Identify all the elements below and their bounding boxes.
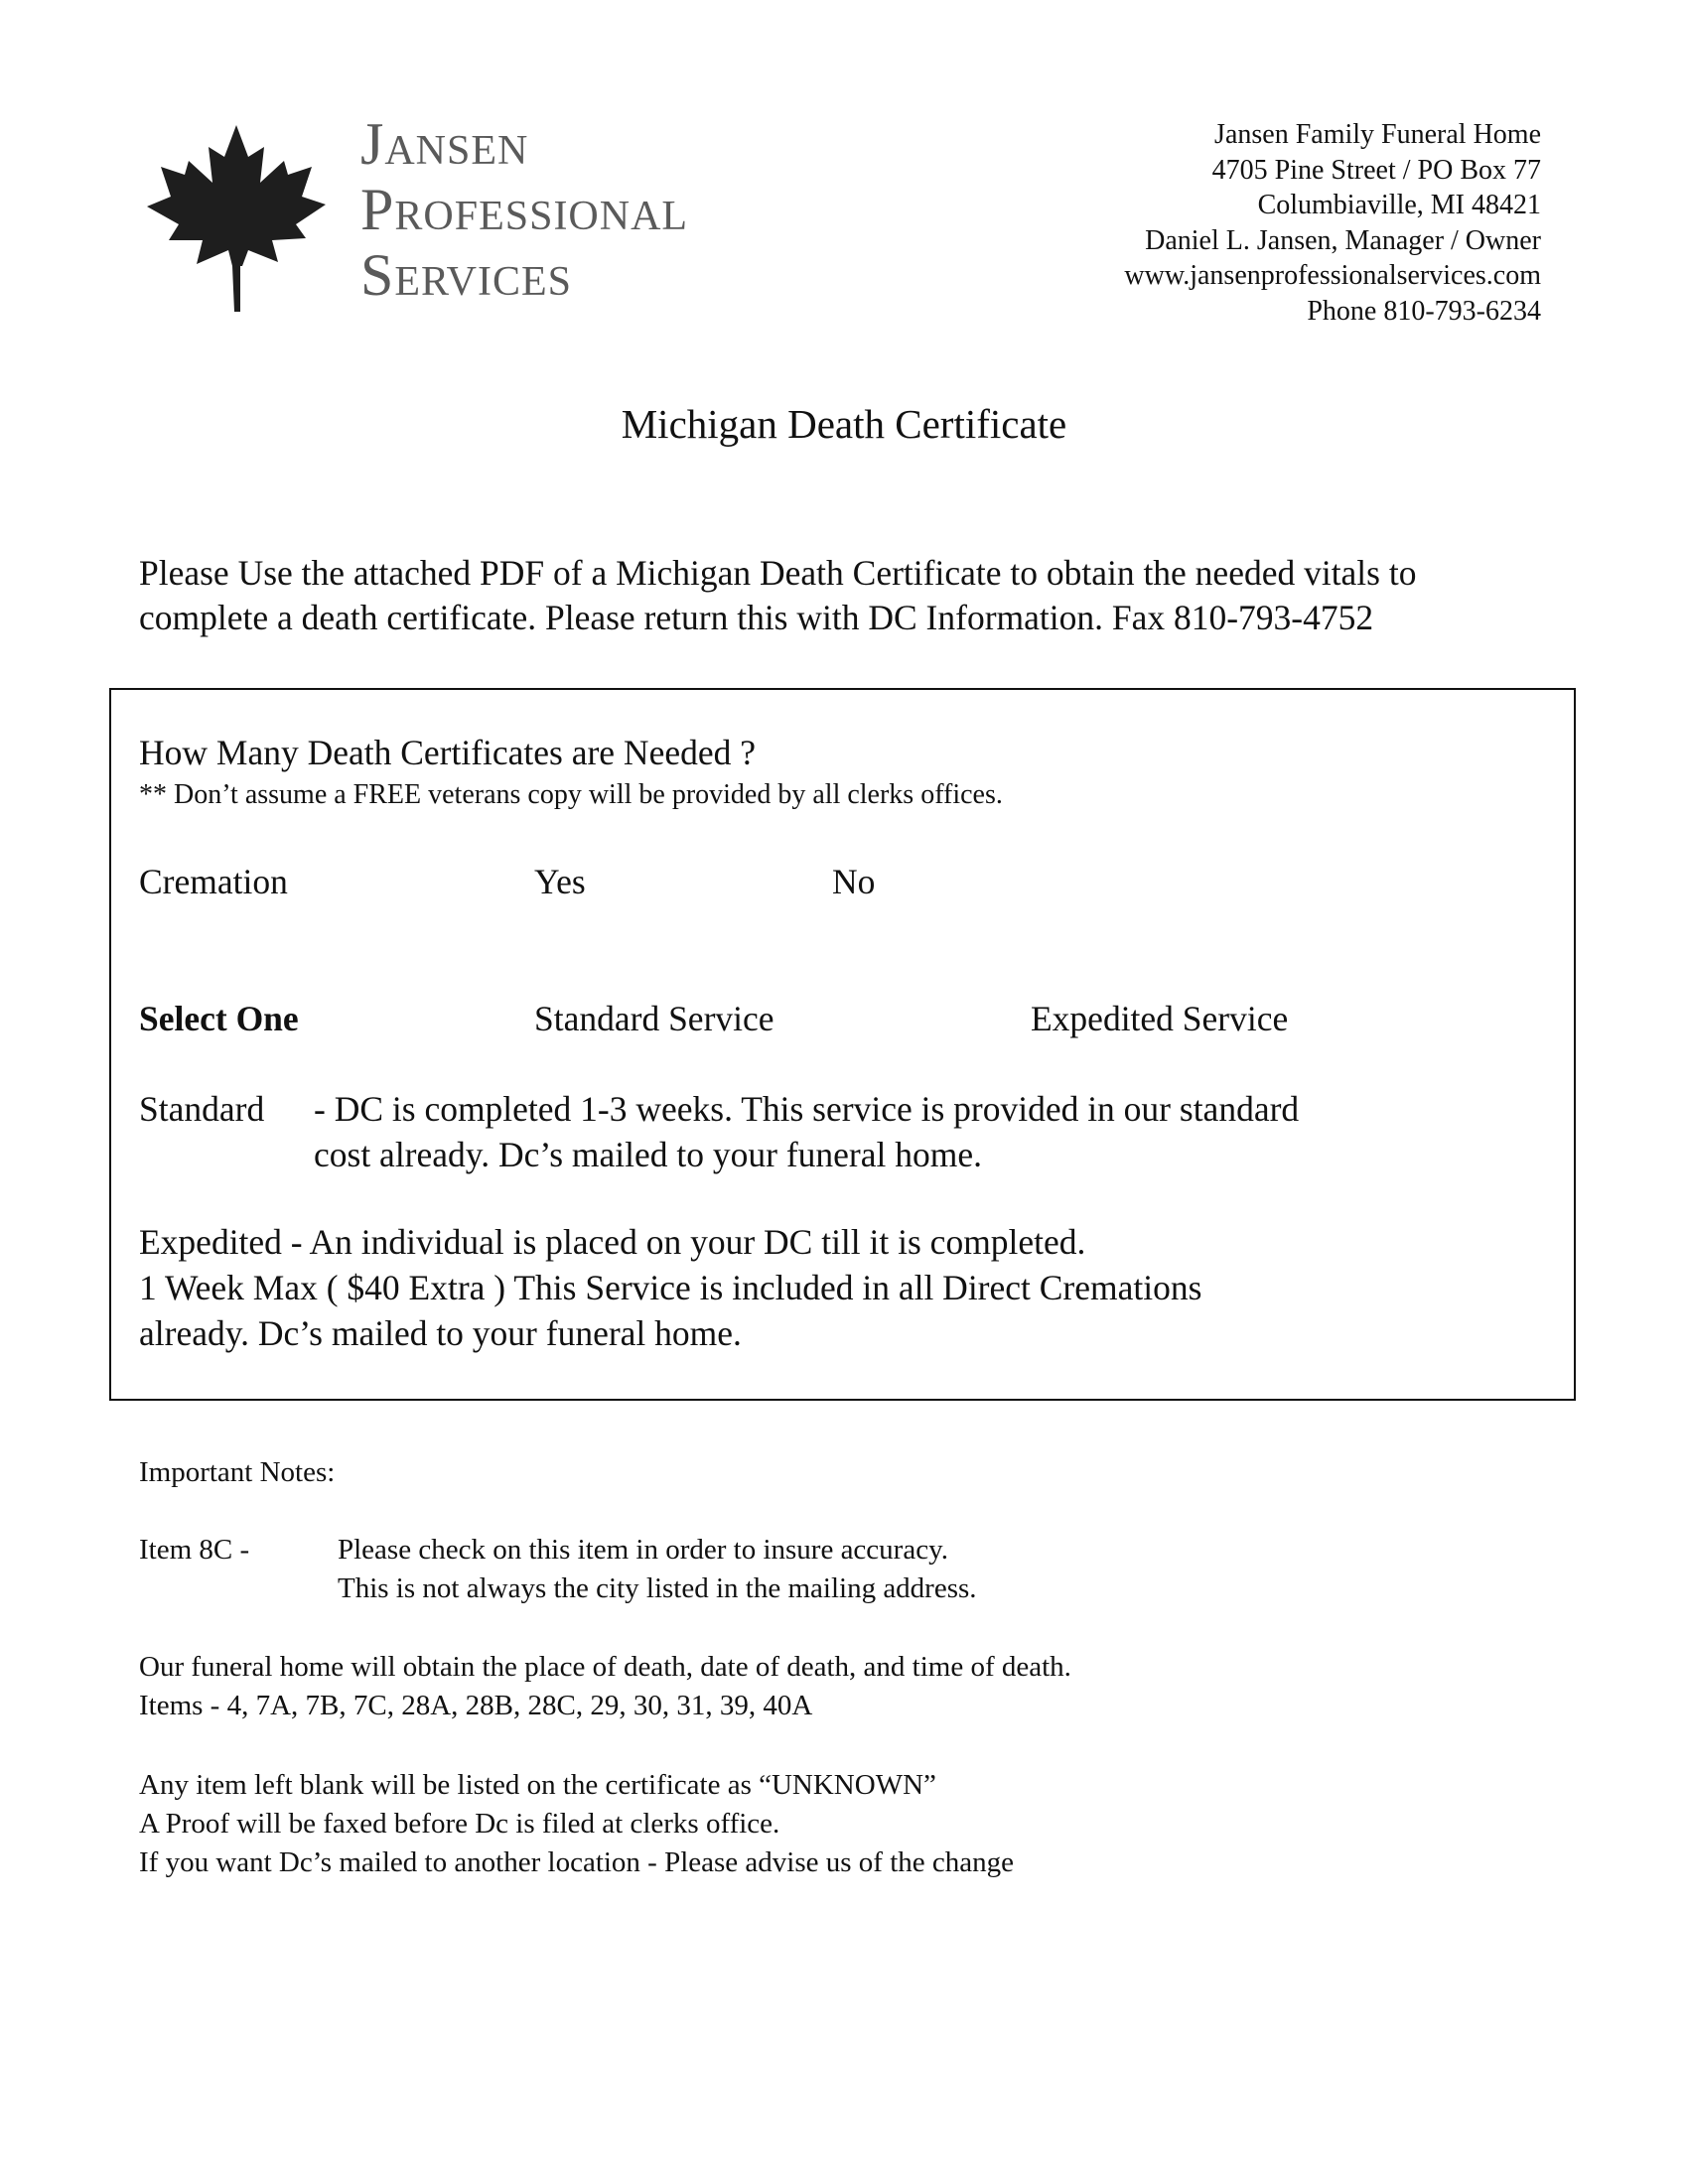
contact-city: Columbiaville, MI 48421 [1257,190,1541,220]
logo-line-2: Professional [360,177,689,242]
misc-note-line-1: Any item left blank will be listed on the certificate as “UNKNOWN” [139,1769,936,1801]
standard-service-option[interactable]: Standard Service [534,999,774,1038]
contact-block [985,117,1541,329]
item-8c-line-1: Please check on this item in order to insure accuracy. [338,1534,948,1566]
contact-name: Jansen Family Funeral Home [1214,119,1541,150]
logo-line-1: Jansen [360,111,529,177]
standard-label: Standard [139,1089,265,1129]
standard-description-line-2: cost already. Dc’s mailed to your funeral home. [314,1135,982,1174]
cremation-yes-option[interactable]: Yes [534,862,586,901]
contact-manager: Daniel L. Jansen, Manager / Owner [1145,224,1541,256]
contact-street: 4705 Pine Street / PO Box 77 [1211,154,1541,186]
cremation-label: Cremation [139,862,288,901]
item-8c-line-2: This is not always the city listed in the mailing address. [338,1572,977,1604]
company-logo-text [360,111,688,308]
certificate-count-question: How Many Death Certificates are Needed ? [139,733,756,772]
expedited-description-line-3: already. Dc’s mailed to your funeral home. [139,1313,742,1353]
contact-website: www.jansenprofessionalservices.com [1124,260,1541,291]
document-title: Michigan Death Certificate [621,401,1067,447]
veterans-copy-note: ** Don’t assume a FREE veterans copy will be provided by all clerks offices. [139,779,1003,810]
intro-line-1: Please Use the attached PDF of a Michigan Death Certificate to obtain the needed vitals to [139,553,1417,593]
expedited-description-line-2: 1 Week Max ( $40 Extra ) This Service is included in all Direct Cremations [139,1268,1202,1307]
misc-note-line-3: If you want Dc’s mailed to another location - Please advise us of the change [139,1846,1015,1878]
select-one-label: Select One [139,999,299,1038]
notes-heading: Important Notes: [139,1456,336,1488]
cremation-no-option[interactable]: No [832,862,876,901]
item-8c-label: Item 8C - [139,1534,250,1566]
expedited-description-line-1: Expedited - An individual is placed on your DC till it is completed. [139,1222,1086,1262]
standard-description-line-1: - DC is completed 1-3 weeks. This service is provided in our standard [314,1089,1300,1129]
obtain-line-1: Our funeral home will obtain the place of death, date of death, and time of death. [139,1651,1071,1683]
intro-line-2: complete a death certificate. Please return this with DC Information. Fax 810-793-4752 [139,598,1374,637]
intro-paragraph [139,551,1569,640]
logo-line-3: Services [360,242,573,308]
misc-note-line-2: A Proof will be faxed before Dc is filed at clerks office. [139,1808,780,1840]
obtain-line-2: Items - 4, 7A, 7B, 7C, 28A, 28B, 28C, 29, 30, 31, 39, 40A [139,1690,813,1721]
expedited-service-option[interactable]: Expedited Service [1031,999,1289,1038]
maple-leaf-icon [137,117,336,316]
contact-phone: Phone 810-793-6234 [1307,295,1541,327]
